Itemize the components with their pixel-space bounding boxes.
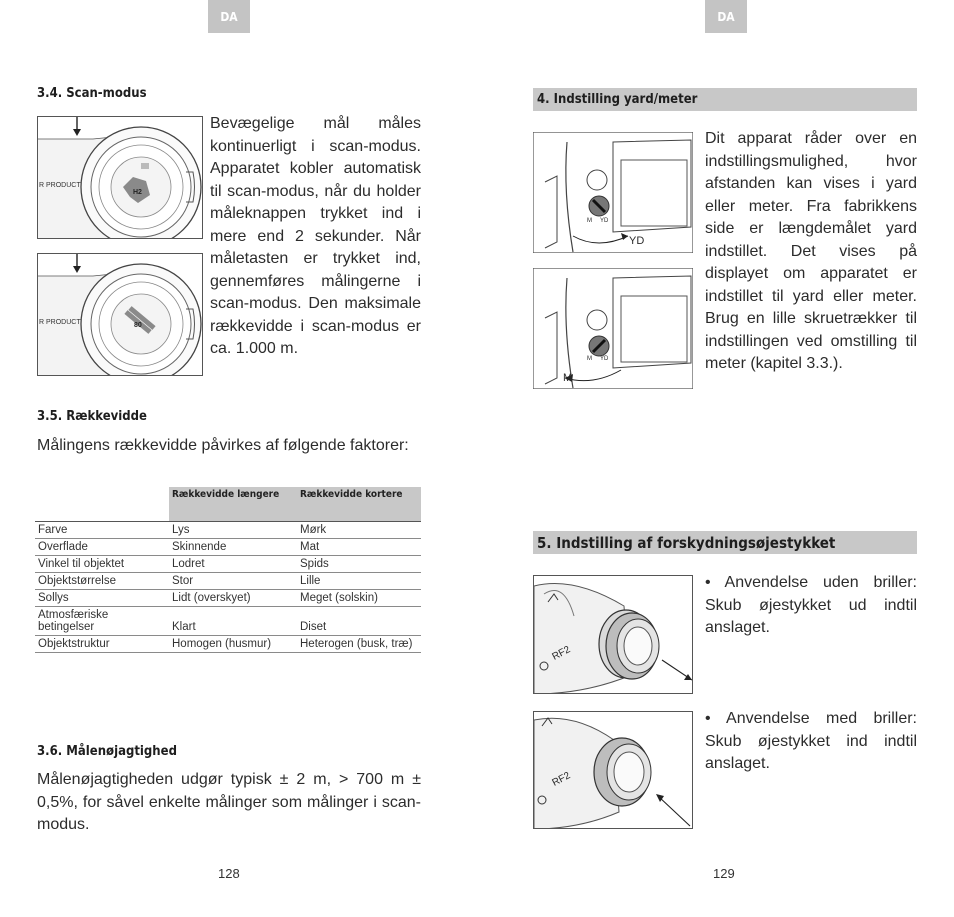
language-tab: DA xyxy=(705,0,747,33)
unit-label-m: M xyxy=(587,356,592,362)
product-label: R PRODUCT xyxy=(39,319,81,326)
section-heading-yard-meter: 4. Indstilling yard/meter xyxy=(533,88,917,111)
range-intro-text: Målingens rækkevidde påvirkes af følgende faktorer: xyxy=(37,437,409,454)
eyecup-without-glasses-text: • Anvendelse uden briller: Skub øjestykket ud indtil anslaget. xyxy=(705,574,917,636)
section-heading-accuracy: 3.6. Målenøjagtighed xyxy=(37,744,177,759)
unit-label-yd: YD xyxy=(600,356,609,362)
table-cell: Lodret xyxy=(169,556,297,573)
meter-setting-figure xyxy=(533,268,693,389)
scan-mode-figure-1 xyxy=(37,116,203,239)
eyecup-out-figure xyxy=(533,575,693,694)
arrow-label: M xyxy=(563,372,573,384)
scan-mode-text: Bevægelige mål måles kontinuerligt i scan-modus. Apparatet kobler automatisk til scan-modus, når du holder måleknappen trykket ind i mere end 2 sekunder. Når måletasten er trykket ind, gennemføres målingerne i scan-modus. Den maksimale rækkevidde i scan-modus er ca. 1.000 m. xyxy=(210,115,421,357)
table-cell: Objektstruktur xyxy=(35,636,169,653)
table-row xyxy=(35,607,421,636)
table-header-cell: Rækkevidde kortere xyxy=(297,487,421,522)
table-cell: Lys xyxy=(169,522,297,539)
table-cell: Spids xyxy=(297,556,421,573)
table-cell: Heterogen (busk, træ) xyxy=(297,636,421,653)
unit-label-m: M xyxy=(587,218,592,224)
arrow-label: YD xyxy=(629,235,645,247)
table-row xyxy=(35,573,421,590)
table-cell: Lidt (overskyet) xyxy=(169,590,297,607)
table-cell: Homogen (husmur) xyxy=(169,636,297,653)
table-cell: Lille xyxy=(297,573,421,590)
section-heading-eyecup: 5. Indstilling af forskydningsøjestykket xyxy=(533,531,917,554)
table-cell: Klart xyxy=(169,607,297,636)
unit-label-yd: YD xyxy=(600,218,609,224)
table-row xyxy=(35,590,421,607)
table-cell: Mørk xyxy=(297,522,421,539)
model-label: RF2 xyxy=(550,644,573,663)
accuracy-text: Målenøjagtigheden udgør typisk ± 2 m, > 700 m ± 0,5%, for såvel enkelte målinger som målinger i scan-modus. xyxy=(37,771,421,833)
table-cell: Atmosfæriske betingelser xyxy=(35,607,169,636)
table-row xyxy=(35,539,421,556)
yard-meter-text: Dit apparat råder over en indstillingsmulighed, hvor afstanden kan vises i yard eller meter. Fra fabrikkens side er længdemålet yard indstillet. Det vises på displayet om apparatet er indstillet til yard eller meter. Brug en lille skruetrækker til indstillingen ved omstilling til meter (kapitel 3.3.). xyxy=(705,130,917,372)
table-cell: Skinnende xyxy=(169,539,297,556)
table-cell: Farve xyxy=(35,522,169,539)
yard-setting-figure xyxy=(533,132,693,253)
table-cell: Vinkel til objektet xyxy=(35,556,169,573)
table-cell: Diset xyxy=(297,607,421,636)
range-factors-table xyxy=(35,487,421,653)
language-tab: DA xyxy=(208,0,250,33)
table-row xyxy=(35,556,421,573)
product-label: R PRODUCT xyxy=(39,182,81,189)
page-number: 128 xyxy=(218,866,240,881)
eyecup-with-glasses-text: • Anvendelse med briller: Skub øjestykket ind indtil anslaget. xyxy=(705,710,917,772)
table-cell: Sollys xyxy=(35,590,169,607)
model-label: RF2 xyxy=(550,770,573,789)
table-cell: Objektstørrelse xyxy=(35,573,169,590)
table-header-cell: Rækkevidde længere xyxy=(169,487,297,522)
table-header-cell xyxy=(35,487,169,522)
display-readout: H2 xyxy=(133,189,142,196)
table-row xyxy=(35,636,421,653)
table-row xyxy=(35,522,421,539)
eyecup-in-figure xyxy=(533,711,693,829)
table-cell: Mat xyxy=(297,539,421,556)
table-header-row xyxy=(35,487,421,522)
table-cell: Stor xyxy=(169,573,297,590)
section-heading-scan-mode: 3.4. Scan-modus xyxy=(37,86,147,101)
table-cell: Meget (solskin) xyxy=(297,590,421,607)
table-cell: Overflade xyxy=(35,539,169,556)
section-heading-range: 3.5. Rækkevidde xyxy=(37,409,147,424)
scan-mode-figure-2 xyxy=(37,253,203,376)
display-readout: 80 xyxy=(134,322,142,329)
page-number: 129 xyxy=(713,866,735,881)
